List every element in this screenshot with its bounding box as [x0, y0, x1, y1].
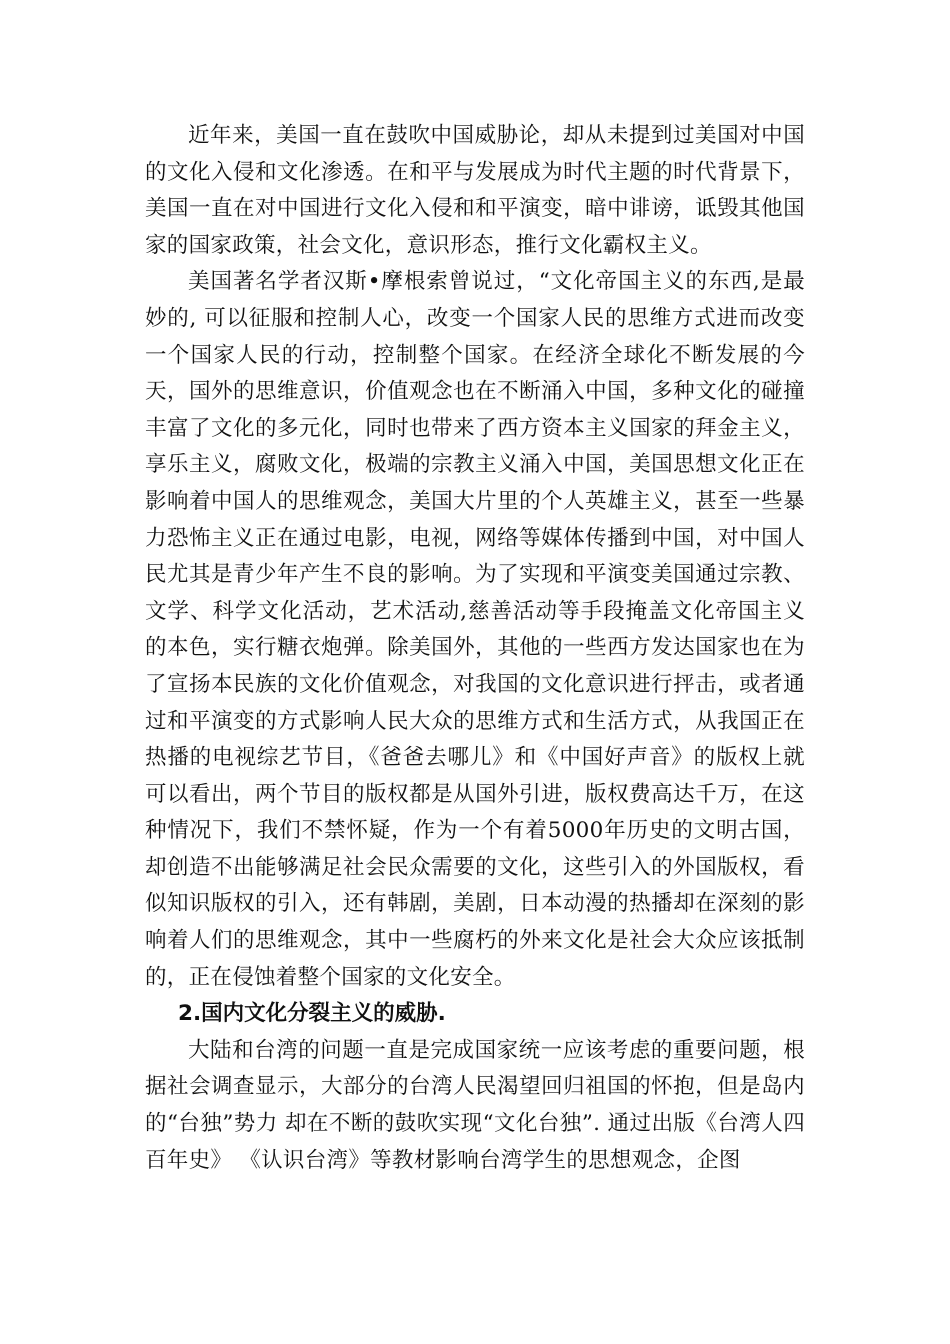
paragraph-taiwan-issue: 大陆和台湾的问题一直是完成国家统一应该考虑的重要问题，根据社会调查显示，大部分的台湾人民渴望回归祖国的怀抱，但是岛内的“台独”势力 却在不断的鼓吹实现“文化台独”. 通过出版《台湾人四百年史》 《认识台湾》等教材影响台湾学生的思想观念，企图 [145, 1037, 805, 1173]
paragraph-morgenthau-quote: 美国著名学者汉斯•摩根索曾说过，“文化帝国主义的东西,是最妙的, 可以征服和控制人心，改变一个国家人民的思维方式进而改变一个国家人民的行动，控制整个国家。在经济全球化不断发展的今天，国外的思维意识，价值观念也在不断涌入中国，多种文化的碰撞丰富了文化的多元化，同时也带来了西方资本主义国家的拜金主义，享乐主义，腐败文化，极端的宗教主义涌入中国，美国思想文化正在影响着中国人的思维观念，美国大片里的个人英雄主义，甚至一些暴力恐怖主义正在通过电影，电视，网络等媒体传播到中国，对中国人民尤其是青少年产生不良的影响。为了实现和平演变美国通过宗教、文学、科学文化活动，艺术活动,慈善活动等手段掩盖文化帝国主义的本色，实行糖衣炮弹。除美国外，其他的一些西方发达国家也在为了宣扬本民族的文化价值观念，对我国的文化意识进行抨击，或者通过和平演变的方式影响人民大众的思维方式和生活方式，从我国正在热播的电视综艺节目，《爸爸去哪儿》和《中国好声音》的版权上就可以看出，两个节目的版权都是从国外引进，版权费高达千万，在这种情况下，我们不禁怀疑，作为一个有着5000年历史的文明古国，却创造不出能够满足社会民众需要的文化，这些引入的外国版权，看似知识版权的引入，还有韩剧，美剧，日本动漫的热播却在深刻的影响着人们的思维观念，其中一些腐朽的外来文化是社会大众应该抵制的，正在侵蚀着整个国家的文化安全。 [145, 269, 805, 990]
paragraph-us-cultural-invasion: 近年来，美国一直在鼓吹中国威胁论，却从未提到过美国对中国的文化入侵和文化渗透。在和平与发展成为时代主题的时代背景下，美国一直在对中国进行文化入侵和和平演变，暗中诽谤，诋毁其他国家的国家政策，社会文化，意识形态，推行文化霸权主义。 [145, 123, 805, 258]
section-heading: 2.国内文化分裂主义的威胁. [178, 1001, 446, 1027]
document-body [145, 118, 805, 1179]
